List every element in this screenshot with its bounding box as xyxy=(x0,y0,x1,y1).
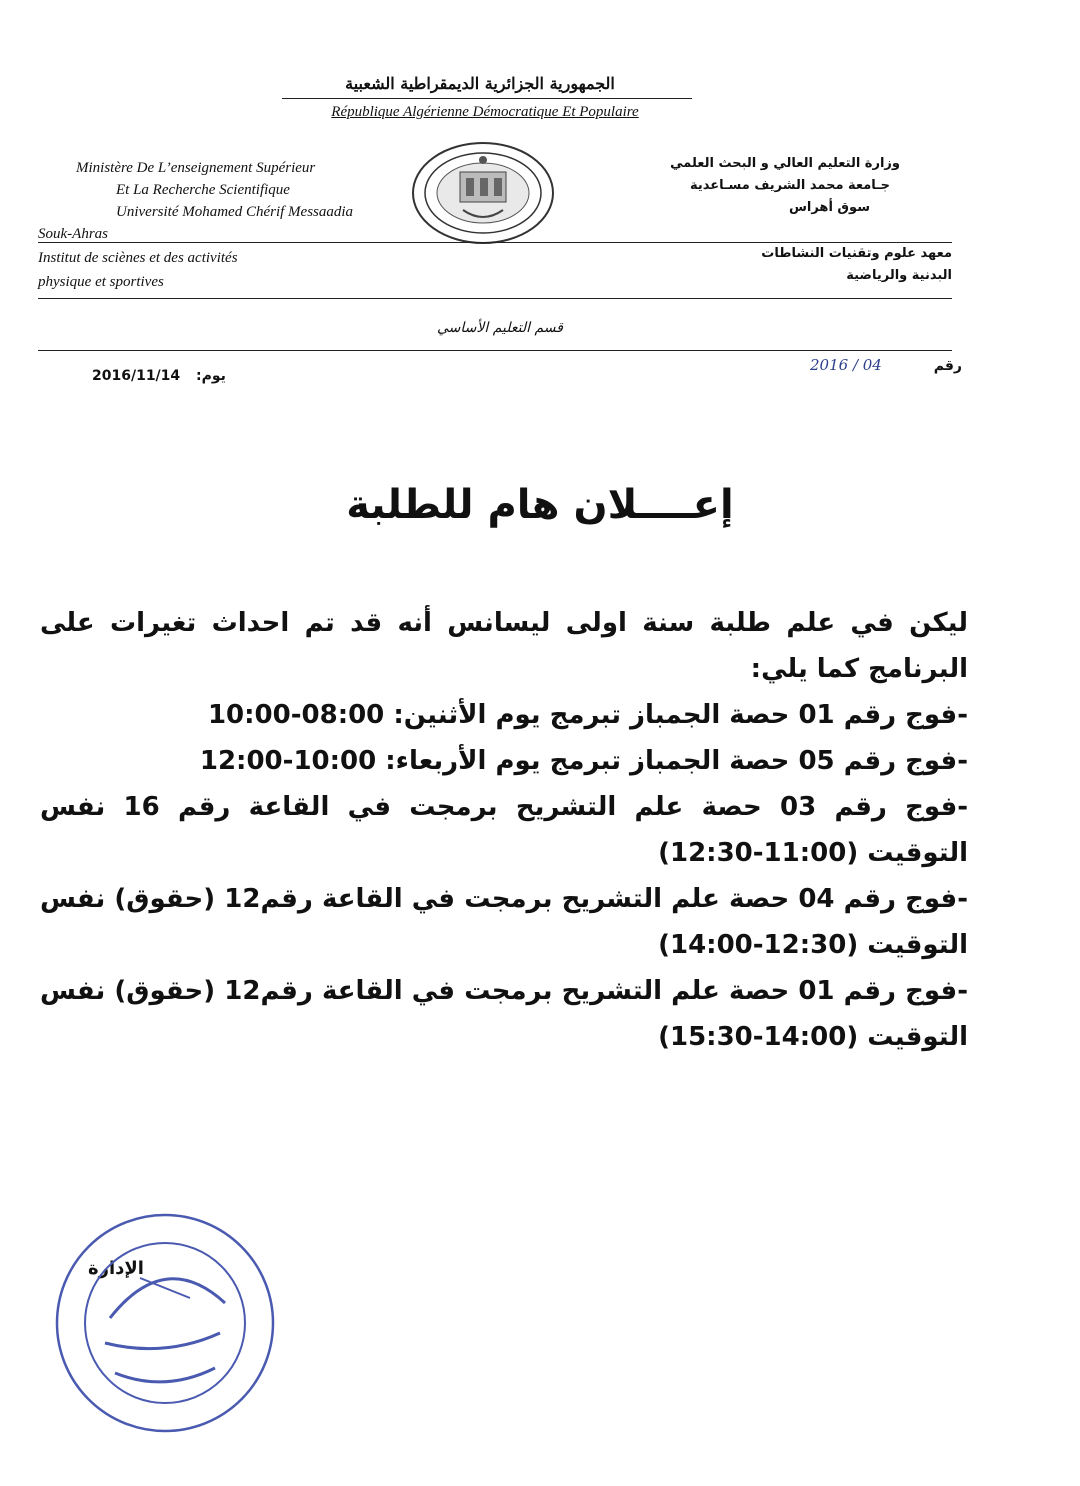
date-value: 2016/11/14 xyxy=(92,368,181,384)
city-ar: سوق أهراس xyxy=(788,200,870,215)
university-logo xyxy=(408,138,558,248)
date-label: يوم: xyxy=(196,368,226,384)
header-divider-2 xyxy=(38,298,952,299)
announcement-body xyxy=(40,600,968,1060)
schedule-line-5: -فوج رقم 01 حصة علم التشريح برمجت في القاعة رقم12 (حقوق) نفس التوقيت (14:00-15:30) xyxy=(40,976,968,1052)
institute-ar-2: البدنية والرياضية xyxy=(846,268,952,283)
institute-fr: Institut de sciènes et des activités xyxy=(38,250,238,266)
ministry-fr-2: Et La Recherche Scientifique xyxy=(116,182,290,198)
schedule-line-4: -فوج رقم 04 حصة علم التشريح برمجت في القاعة رقم12 (حقوق) نفس التوقيت (12:30-14:00) xyxy=(40,884,968,960)
country-title-fr: République Algérienne Démocratique Et Populaire xyxy=(331,104,639,120)
reference-label: رقم xyxy=(933,358,962,374)
intro-paragraph: ليكن في علم طلبة سنة اولى ليسانس أنه قد تم احداث تغيرات على البرنامج كما يلي: xyxy=(40,608,968,684)
ministry-fr: Ministère De L’enseignement Supérieur xyxy=(76,160,316,176)
city-fr: Souk-Ahras xyxy=(38,226,108,242)
schedule-line-2: -فوج رقم 05 حصة الجمباز تبرمج يوم الأربعاء: 10:00-12:00 xyxy=(199,746,968,776)
university-fr: Université Mohamed Chérif Messaadia xyxy=(116,204,354,220)
university-ar: جـامعة محمد الشريف مسـاعدية xyxy=(690,178,890,193)
institute-ar: معهد علوم وتقنيات النشاطات xyxy=(761,246,952,261)
announcement-title: إعــــلان هام للطلبة xyxy=(346,482,734,528)
signature-label: الإدارة xyxy=(88,1258,144,1279)
reference-number: 2016 / 04 xyxy=(810,356,882,374)
schedule-line-3: -فوج رقم 03 حصة علم التشريح برمجت في القاعة رقم 16 نفس التوقيت (11:00-12:30) xyxy=(40,792,969,868)
country-title-ar: الجمهورية الجزائرية الديمقراطية الشعبية xyxy=(345,74,615,93)
header-divider-3 xyxy=(38,350,952,351)
official-stamp xyxy=(50,1208,280,1438)
institute-fr-2: physique et sportives xyxy=(38,274,164,290)
ministry-ar: وزارة التعليم العالي و البحث العلمي xyxy=(670,156,900,171)
schedule-line-1: -فوج رقم 01 حصة الجمباز تبرمج يوم الأثنين: 08:00-10:00 xyxy=(207,700,968,730)
department-label: قسم التعليم الأساسي xyxy=(437,320,563,336)
header-underline xyxy=(282,98,692,99)
header-divider-1 xyxy=(38,242,952,243)
